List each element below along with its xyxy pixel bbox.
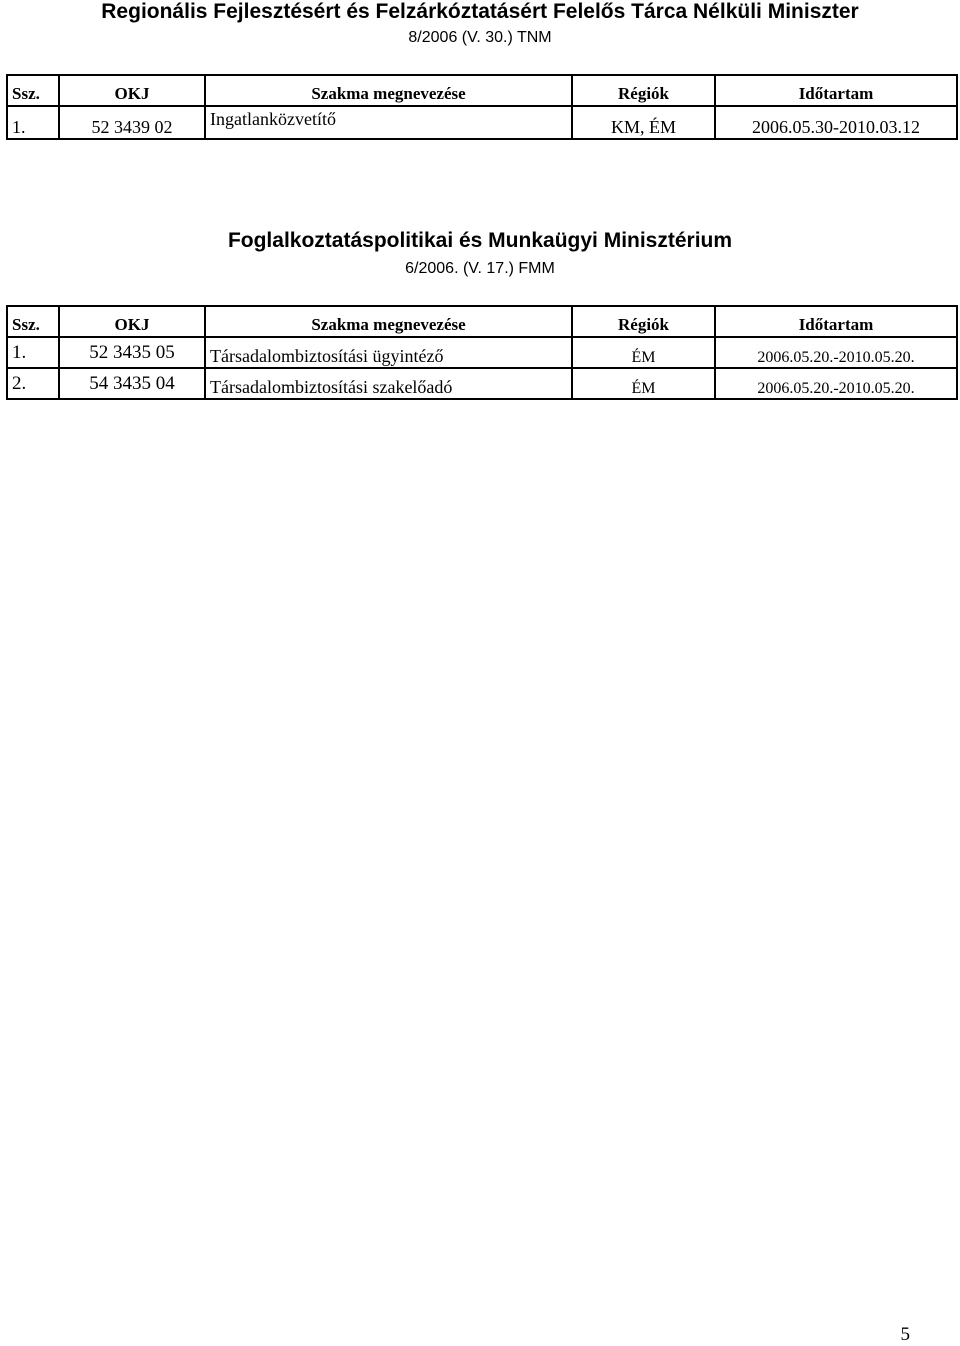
header-szakma: Szakma megnevezése	[205, 306, 572, 337]
header-szakma: Szakma megnevezése	[205, 75, 572, 106]
cell-szakma: Társadalombiztosítási ügyintéző	[205, 337, 572, 368]
section2-title: Foglalkoztatáspolitikai és Munkaügyi Minisztérium	[227, 229, 733, 252]
section1-table	[6, 74, 958, 140]
header-idotartam: Időtartam	[715, 75, 957, 106]
table-header-row	[7, 306, 957, 337]
header-okj: OKJ	[59, 75, 205, 106]
cell-ssz: 1.	[7, 337, 59, 368]
section1-title: Regionális Fejlesztésért és Felzárkóztatásért Felelős Tárca Nélküli Miniszter	[101, 0, 859, 23]
section1-subtitle: 8/2006 (V. 30.) TNM	[408, 29, 552, 46]
cell-regiok: KM, ÉM	[572, 106, 715, 139]
cell-szakma: Társadalombiztosítási szakelőadó	[205, 368, 572, 399]
page-number: 5	[900, 1324, 910, 1345]
cell-okj: 52 3435 05	[59, 337, 205, 368]
cell-okj: 52 3439 02	[59, 106, 205, 139]
cell-szakma: Ingatlanközvetítő	[205, 106, 572, 139]
cell-idotartam: 2006.05.20.-2010.05.20.	[715, 368, 957, 399]
cell-regiok: ÉM	[572, 337, 715, 368]
header-ssz: Ssz.	[7, 75, 59, 106]
table-row	[7, 368, 957, 399]
section2-subtitle: 6/2006. (V. 17.) FMM	[405, 260, 555, 277]
table-header-row	[7, 75, 957, 106]
cell-ssz: 2.	[7, 368, 59, 399]
section2-table	[6, 305, 958, 400]
table-row	[7, 106, 957, 139]
header-idotartam: Időtartam	[715, 306, 957, 337]
cell-idotartam: 2006.05.30-2010.03.12	[715, 106, 957, 139]
header-ssz: Ssz.	[7, 306, 59, 337]
header-okj: OKJ	[59, 306, 205, 337]
cell-okj: 54 3435 04	[59, 368, 205, 399]
header-regiok: Régiók	[572, 75, 715, 106]
table-row	[7, 337, 957, 368]
cell-regiok: ÉM	[572, 368, 715, 399]
cell-ssz: 1.	[7, 106, 59, 139]
cell-idotartam: 2006.05.20.-2010.05.20.	[715, 337, 957, 368]
header-regiok: Régiók	[572, 306, 715, 337]
